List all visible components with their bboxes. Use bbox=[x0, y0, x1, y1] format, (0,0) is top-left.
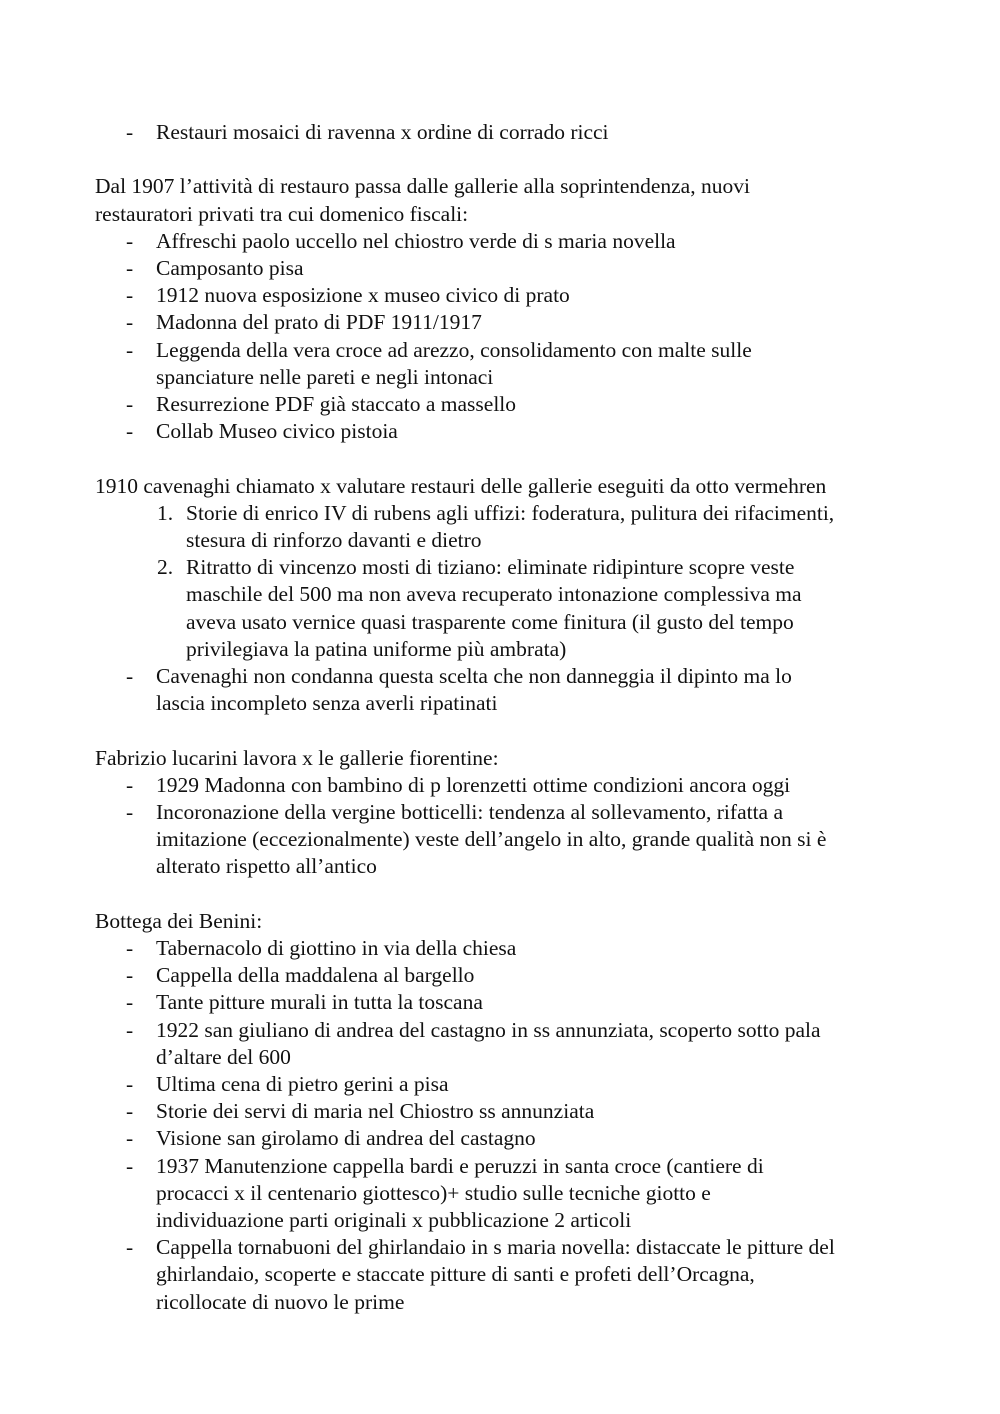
list-item bbox=[0, 935, 916, 962]
list-item bbox=[0, 989, 916, 1016]
list-item-line: d’altare del 600 bbox=[156, 1044, 291, 1069]
list-dash: - bbox=[126, 772, 134, 797]
list-dash: - bbox=[126, 664, 134, 689]
list-item-line: 1929 Madonna con bambino di p lorenzetti ottime condizioni ancora oggi bbox=[156, 772, 791, 797]
list-item bbox=[0, 337, 916, 391]
list-dash: - bbox=[126, 1126, 134, 1151]
paragraph bbox=[95, 908, 915, 935]
bullet-list bbox=[0, 228, 1000, 446]
list-dash: - bbox=[126, 310, 134, 335]
list-item-line: Restauri mosaici di ravenna x ordine di corrado ricci bbox=[156, 120, 609, 144]
list-item-line: Tabernacolo di giottino in via della chiesa bbox=[156, 936, 517, 961]
list-dash: - bbox=[126, 256, 134, 280]
bullet-list bbox=[0, 935, 1000, 1316]
paragraph-spacer bbox=[0, 881, 1000, 908]
list-item-line: Ritratto di vincenzo mosti di tiziano: eliminate ridipinture scopre veste bbox=[186, 555, 795, 580]
list-item-line: stesura di rinforzo davanti e dietro bbox=[186, 528, 482, 553]
list-number: 2. bbox=[157, 555, 174, 580]
list-dash: - bbox=[126, 228, 134, 253]
list-dash: - bbox=[126, 337, 134, 362]
list-item-line: imitazione (eccezionalmente) veste dell’angelo in alto, grande qualità non si è bbox=[156, 827, 827, 852]
list-item-line: Tante pitture murali in tutta la toscana bbox=[156, 990, 483, 1015]
paragraph bbox=[95, 745, 915, 772]
list-item bbox=[0, 255, 916, 282]
list-item bbox=[0, 1071, 916, 1098]
bullet-list bbox=[0, 500, 1000, 718]
list-dash: - bbox=[126, 419, 134, 444]
list-dash: - bbox=[126, 1153, 134, 1178]
list-item bbox=[0, 1234, 916, 1316]
numbered-list-item bbox=[0, 554, 916, 663]
paragraph-spacer bbox=[0, 717, 1000, 744]
list-item-line: Storie di enrico IV di rubens agli uffizi: foderatura, pulitura dei rifacimenti, bbox=[186, 500, 835, 525]
list-item-line: Leggenda della vera croce ad arezzo, consolidamento con malte sulle bbox=[156, 337, 752, 362]
list-dash: - bbox=[126, 936, 134, 961]
paragraph bbox=[95, 473, 915, 500]
list-item-line: Resurrezione PDF già staccato a massello bbox=[156, 392, 517, 417]
list-item-line: Cappella tornabuoni del ghirlandaio in s maria novella: distaccate le pitture del bbox=[156, 1235, 835, 1260]
list-item-line: 1912 nuova esposizione x museo civico di prato bbox=[156, 283, 570, 308]
list-item-line: Collab Museo civico pistoia bbox=[156, 419, 398, 444]
list-dash: - bbox=[126, 392, 134, 417]
list-item-line: aveva usato vernice quasi trasparente come finitura (il gusto del tempo bbox=[186, 609, 794, 634]
list-item-line: Storie dei servi di maria nel Chiostro ss annunziata bbox=[156, 1099, 595, 1124]
list-item bbox=[0, 119, 916, 146]
list-item bbox=[0, 282, 916, 309]
list-item-line: Ultima cena di pietro gerini a pisa bbox=[156, 1072, 449, 1097]
paragraph-line: restauratori privati tra cui domenico fiscali: bbox=[95, 201, 469, 226]
list-item bbox=[0, 1125, 916, 1152]
list-dash: - bbox=[126, 800, 134, 825]
list-dash: - bbox=[126, 990, 134, 1015]
list-item bbox=[0, 309, 916, 336]
list-item-line: Camposanto pisa bbox=[156, 256, 304, 280]
list-dash: - bbox=[126, 1099, 134, 1124]
list-item-line: procacci x il centenario giottesco)+ studio sulle tecniche giotto e bbox=[156, 1180, 711, 1205]
list-item-line: Visione san girolamo di andrea del castagno bbox=[156, 1126, 536, 1151]
list-item-line: ghirlandaio, scoperte e staccate pitture di santi e profeti dell’Orcagna, bbox=[156, 1262, 755, 1287]
list-item bbox=[0, 1153, 916, 1235]
list-item-line: individuazione parti originali x pubblicazione 2 articoli bbox=[156, 1208, 632, 1233]
list-item bbox=[0, 772, 916, 799]
list-item bbox=[0, 1017, 916, 1071]
list-item bbox=[0, 391, 916, 418]
list-item-line: 1937 Manutenzione cappella bardi e peruzzi in santa croce (cantiere di bbox=[156, 1153, 764, 1178]
list-item bbox=[0, 663, 916, 717]
list-dash: - bbox=[126, 1072, 134, 1097]
list-item-line: Cavenaghi non condanna questa scelta che non danneggia il dipinto ma lo bbox=[156, 664, 792, 689]
bullet-list bbox=[0, 119, 1000, 146]
list-item-line: spanciature nelle pareti e negli intonaci bbox=[156, 364, 494, 389]
list-dash: - bbox=[126, 120, 134, 144]
paragraph-line: Fabrizio lucarini lavora x le gallerie fiorentine: bbox=[95, 745, 499, 770]
bullet-list bbox=[0, 772, 1000, 881]
list-item-line: 1922 san giuliano di andrea del castagno in ss annunziata, scoperto sotto pala bbox=[156, 1017, 821, 1042]
paragraph-line: Bottega dei Benini: bbox=[95, 908, 263, 933]
list-item-line: Affreschi paolo uccello nel chiostro verde di s maria novella bbox=[156, 228, 676, 253]
list-item bbox=[0, 962, 916, 989]
numbered-list-item bbox=[0, 500, 916, 554]
paragraph-spacer bbox=[0, 445, 1000, 472]
list-item-line: Cappella della maddalena al bargello bbox=[156, 963, 475, 988]
list-number: 1. bbox=[157, 500, 174, 525]
list-item bbox=[0, 1098, 916, 1125]
list-dash: - bbox=[126, 963, 134, 988]
list-dash: - bbox=[126, 283, 134, 308]
list-item-line: maschile del 500 ma non aveva recuperato intonazione complessiva ma bbox=[186, 582, 802, 607]
list-dash: - bbox=[126, 1235, 134, 1260]
list-item-line: ricollocate di nuovo le prime bbox=[156, 1289, 405, 1314]
paragraph-line: Dal 1907 l’attività di restauro passa dalle gallerie alla soprintendenza, nuovi bbox=[95, 174, 750, 199]
list-item bbox=[0, 418, 916, 445]
document-body bbox=[0, 119, 1000, 1316]
list-dash: - bbox=[126, 1017, 134, 1042]
paragraph bbox=[95, 173, 915, 227]
paragraph-spacer bbox=[0, 146, 1000, 173]
list-item-line: lascia incompleto senza averli ripatinati bbox=[156, 691, 498, 716]
list-item-line: Madonna del prato di PDF 1911/1917 bbox=[156, 310, 482, 335]
list-item bbox=[0, 228, 916, 255]
list-item bbox=[0, 799, 916, 881]
list-item-line: Incoronazione della vergine botticelli: tendenza al sollevamento, rifatta a bbox=[156, 800, 784, 825]
list-item-line: privilegiava la patina uniforme più ambrata) bbox=[186, 636, 567, 661]
list-item-line: alterato rispetto all’antico bbox=[156, 854, 377, 879]
paragraph-line: 1910 cavenaghi chiamato x valutare restauri delle gallerie eseguiti da otto vermehren bbox=[95, 473, 827, 498]
